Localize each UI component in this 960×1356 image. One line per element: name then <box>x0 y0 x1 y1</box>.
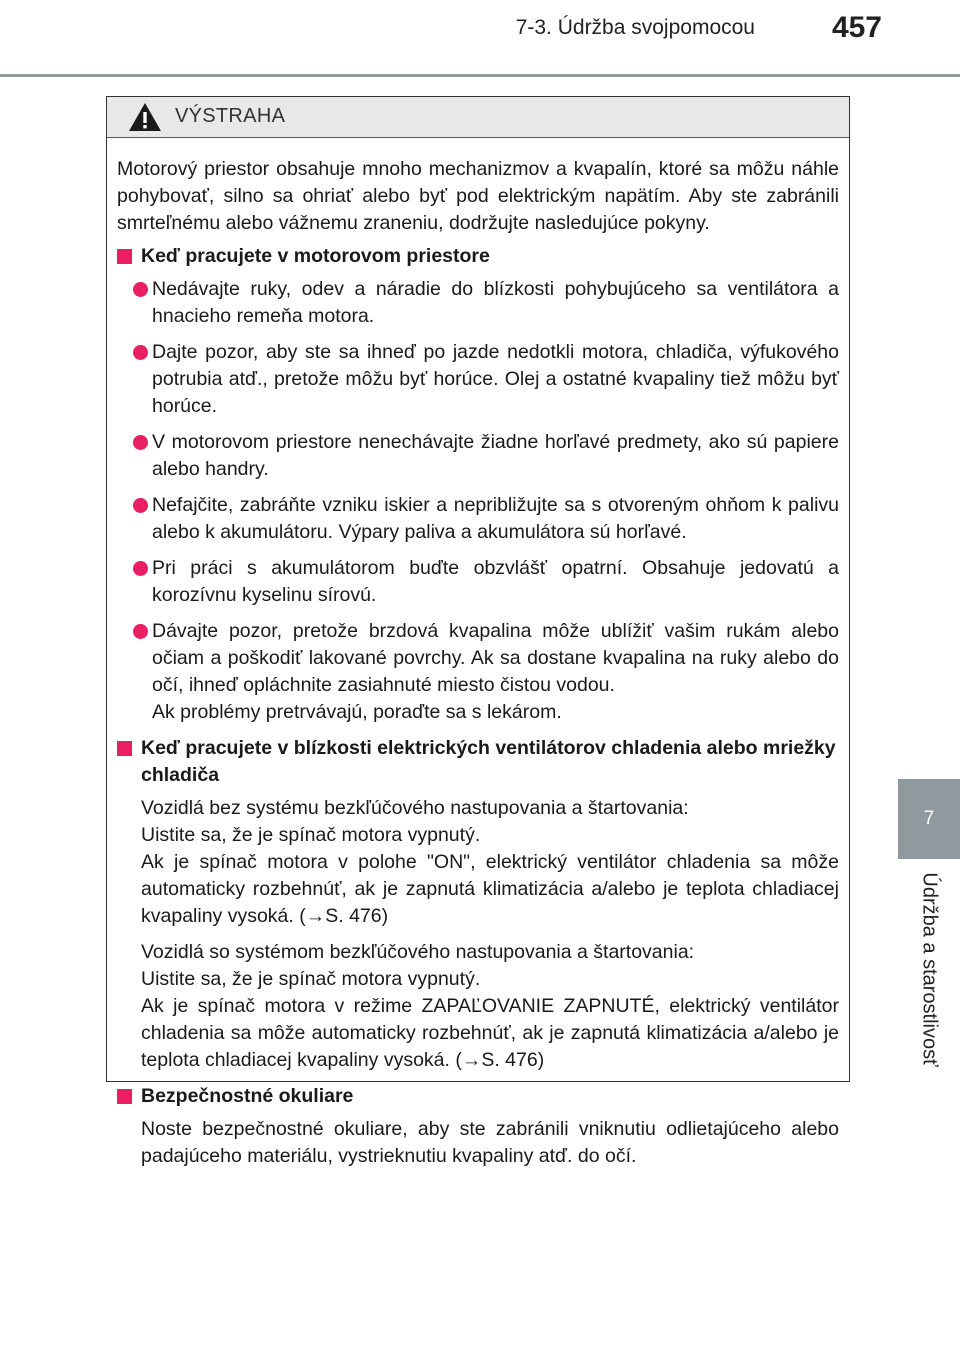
section-heading: Bezpečnostné okuliare <box>117 1083 839 1110</box>
warning-box <box>106 96 850 1167</box>
square-bullet-icon <box>117 741 132 756</box>
list-item: Nefajčite, zabráňte vzniku iskier a nepribližujte sa s otvoreným ohňom k palivu alebo k akumulátoru. Výpary paliva a akumulátora sú horľavé. <box>117 492 839 546</box>
list-item: Nedávajte ruky, odev a náradie do blízkosti pohybujúceho sa ventilátora a hnacieho remeňa motora. <box>117 276 839 330</box>
chapter-number: 7 <box>923 808 935 829</box>
paragraph: Vozidlá bez systému bezkľúčového nastupovania a štartovania: Uistite sa, že je spínač motora vypnutý. Ak je spínač motora v polohe "ON", elektrický ventilátor chladenia sa môže automaticky rozbehnúť, ak je zapnutá klimatizácia a/alebo je teplota chladiacej kvapaliny vysoká. (→S. 476) <box>141 797 839 927</box>
warning-header <box>107 97 849 138</box>
paragraph: Noste bezpečnostné okuliare, aby ste zabránili vniknutiu odlietajúceho alebo padajúceho materiálu, vystrieknutiu kvapaliny atď. do očí. <box>141 1118 839 1167</box>
chapter-tab[interactable] <box>898 779 960 859</box>
warning-triangle-icon <box>127 101 163 133</box>
chapter-title-vertical <box>898 859 960 1079</box>
header-rule <box>0 74 960 77</box>
section-title: 7-3. Údržba svojpomocou <box>515 16 755 39</box>
section-heading: Keď pracujete v motorovom priestore <box>117 243 839 270</box>
page-number: 457 <box>831 11 882 44</box>
list-item-continuation: Ak problémy pretrvávajú, poraďte sa s lekárom. <box>152 701 562 723</box>
circle-bullet-icon <box>133 435 148 450</box>
circle-bullet-icon <box>133 561 148 576</box>
circle-bullet-icon <box>133 282 148 297</box>
list-item: V motorovom priestore nenechávajte žiadne horľavé predmety, ako sú papiere alebo handry. <box>117 429 839 483</box>
section-heading: Keď pracujete v blízkosti elektrických ventilátorov chladenia alebo mriežky chladiča <box>117 735 839 789</box>
warning-intro: Motorový priestor obsahuje mnoho mechanizmov a kvapalín, ktoré sa môžu náhle pohybovať, silno sa ohriať alebo byť pod elektrickým napätím. Aby ste zabránili smrteľnému alebo vážnemu zraneniu, dodržujte nasledujúce pokyny. <box>117 158 839 234</box>
warning-body <box>107 138 849 1170</box>
list-item: Dajte pozor, aby ste sa ihneď po jazde nedotkli motora, chladiča, výfukového potrubia atď., pretože môžu byť horúce. Olej a ostatné kvapaliny tiež môžu byť horúce. <box>117 339 839 420</box>
square-bullet-icon <box>117 1089 132 1104</box>
circle-bullet-icon <box>133 345 148 360</box>
circle-bullet-icon <box>133 624 148 639</box>
list-item: Pri práci s akumulátorom buďte obzvlášť opatrní. Obsahuje jedovatú a korozívnu kyselinu sírovú. <box>117 555 839 609</box>
circle-bullet-icon <box>133 498 148 513</box>
list-item: Dávajte pozor, pretože brzdová kvapalina môže ublížiť vašim rukám alebo očiam a poškodiť lakované povrchy. Ak sa dostane kvapalina na ruky alebo do očí, ihneď opláchnite zasiahnuté miesto čistou vodou. Ak problémy pretrvávajú, poraďte sa s lekárom. <box>117 618 839 726</box>
chapter-title: Údržba a starostlivosť <box>918 871 941 1067</box>
paragraph: Vozidlá so systémom bezkľúčového nastupovania a štartovania: Uistite sa, že je spínač motora vypnutý. Ak je spínač motora v režime ZAPAĽOVANIE ZAPNUTÉ, elektrický ventilátor chladenia sa môže automaticky rozbehnúť, ak je zapnutá klimatizácia a/alebo je teplota chladiacej kvapaliny vysoká. (→S. 476) <box>141 941 839 1071</box>
page-header <box>0 0 960 80</box>
warning-title: VÝSTRAHA <box>175 105 286 127</box>
square-bullet-icon <box>117 249 132 264</box>
